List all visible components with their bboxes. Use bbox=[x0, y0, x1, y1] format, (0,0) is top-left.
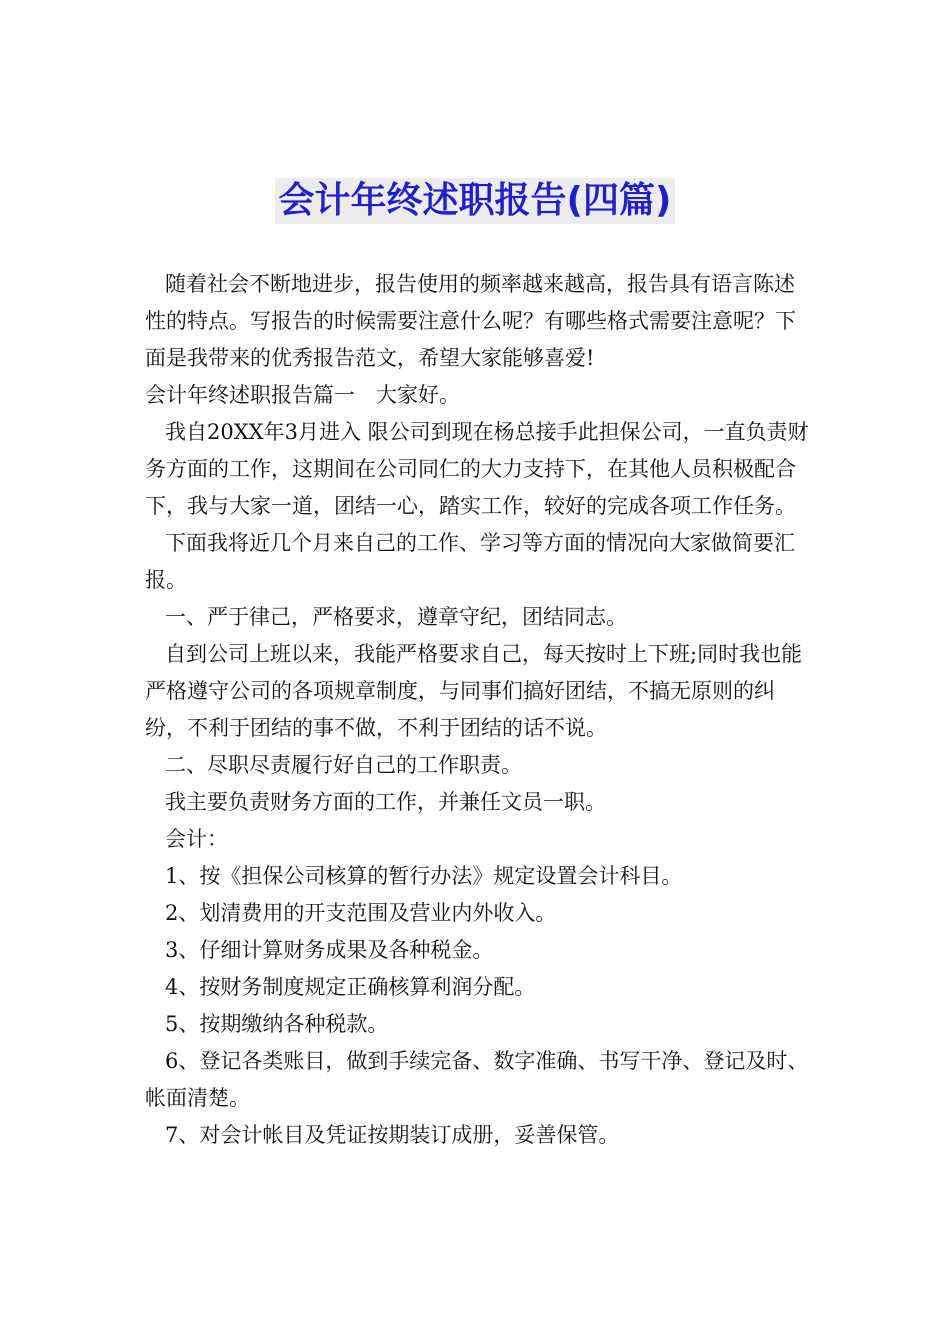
body-paragraph: 我自20XX年3月进入 限公司到现在杨总接手此担保公司，一直负责财务方面的工作，这期间在公司同仁的大力支持下，在其他人员积极配合下，我与大家一道，团结一心，踏实工作，较好的完成各项工作任务。 bbox=[145, 420, 809, 518]
list-item: 3、仔细计算财务成果及各种税金。 bbox=[165, 938, 494, 962]
list-item: 5、按期缴纳各种税款。 bbox=[165, 1012, 389, 1036]
document-title: 会计年终述职报告(四篇) bbox=[275, 178, 676, 224]
list-item: 4、按财务制度规定正确核算利润分配。 bbox=[165, 975, 536, 999]
list-item: 2、划清费用的开支范围及营业内外收入。 bbox=[165, 901, 557, 925]
document-body bbox=[145, 266, 815, 1154]
list-item: 7、对会计帐目及凭证按期装订成册，妥善保管。 bbox=[165, 1123, 620, 1147]
subheading: 二、尽职尽责履行好自己的工作职责。 bbox=[165, 753, 522, 777]
body-paragraph: 我主要负责财务方面的工作，并兼任文员一职。 bbox=[165, 790, 606, 814]
body-paragraph: 自到公司上班以来，我能严格要求自己，每天按时上下班;同时我也能严格遵守公司的各项规章制度，与同事们搞好团结，不搞无原则的纠纷，不利于团结的事不做，不利于团结的话不说。 bbox=[145, 642, 803, 740]
intro-paragraph: 随着社会不断地进步，报告使用的频率越来越高，报告具有语言陈述性的特点。写报告的时候需要注意什么呢？有哪些格式需要注意呢？下面是我带来的优秀报告范文，希望大家能够喜爱! bbox=[145, 272, 796, 370]
subheading: 一、严于律己，严格要求，遵章守纪，团结同志。 bbox=[165, 605, 627, 629]
title-block bbox=[0, 178, 950, 224]
section-heading: 会计年终述职报告篇一 大家好。 bbox=[145, 383, 460, 407]
list-label: 会计： bbox=[165, 827, 228, 851]
list-item: 6、登记各类账目，做到手续完备、数字准确、书写干净、登记及时、帐面清楚。 bbox=[145, 1049, 809, 1110]
body-paragraph: 下面我将近几个月来自己的工作、学习等方面的情况向大家做简要汇报。 bbox=[145, 531, 795, 592]
list-item: 1、按《担保公司核算的暂行办法》规定设置会计科目。 bbox=[165, 864, 683, 888]
